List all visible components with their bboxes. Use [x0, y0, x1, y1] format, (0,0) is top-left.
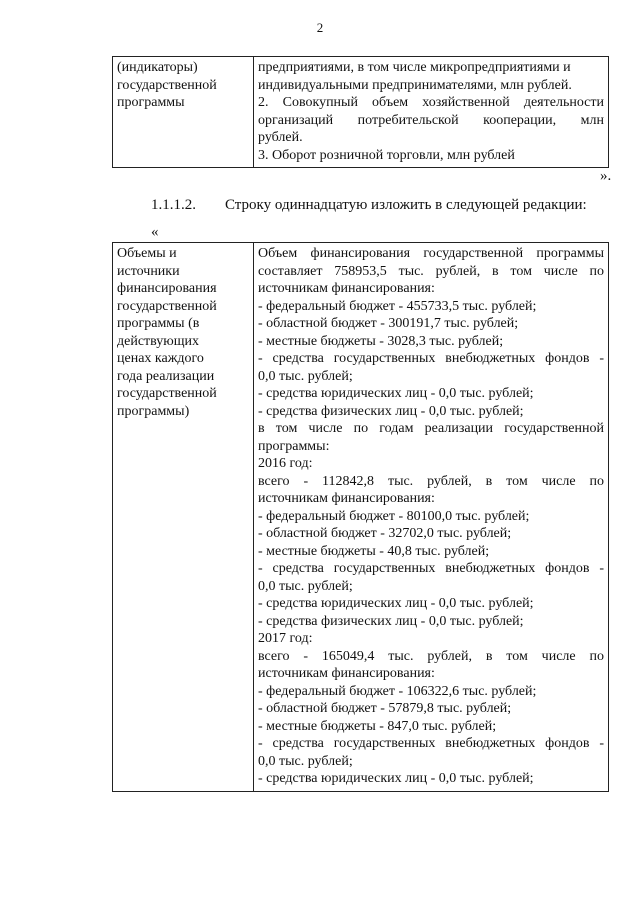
instruction-number: 1.1.1.2. [151, 197, 196, 213]
content-line: предприятиями, в том числе микропредприятиями и [258, 60, 571, 75]
table-row [113, 57, 609, 168]
content-line: - федеральный бюджет - 455733,5 тыс. рублей; [258, 298, 537, 314]
table-row [113, 243, 609, 792]
row-label-line: государственной [117, 77, 217, 93]
content-line: всего - 112842,8 тыс. рублей, в том числе по [258, 473, 604, 489]
opening-quote: « [151, 224, 159, 240]
content-line: индивидуальными предпринимателями, млн рублей. [258, 77, 572, 93]
row-label-line: финансирования [117, 281, 217, 296]
content-line: - областной бюджет - 32702,0 тыс. рублей; [258, 526, 512, 541]
row-label-line: программы (в [117, 316, 200, 331]
content-line: 2016 год: [258, 456, 313, 471]
content-line: - областной бюджет - 300191,7 тыс. рублей; [258, 316, 519, 331]
row-content-cell [254, 57, 609, 168]
content-line: - средства государственных внебюджетных фондов - [258, 351, 604, 366]
content-line: - федеральный бюджет - 80100,0 тыс. рублей; [258, 508, 530, 524]
row-label-line: (индикаторы) [117, 60, 198, 75]
financing-table [112, 242, 609, 792]
content-line: организаций потребительской кооперации, млн [258, 112, 604, 128]
content-line: - местные бюджеты - 40,8 тыс. рублей; [258, 543, 490, 559]
content-line: - средства государственных внебюджетных фондов - [258, 561, 604, 576]
content-line: 0,0 тыс. рублей; [258, 753, 353, 769]
content-line: в том числе по годам реализации государственной [258, 421, 604, 436]
content-line: 2017 год: [258, 631, 313, 646]
content-line: - средства юридических лиц - 0,0 тыс. рублей; [258, 386, 534, 401]
page-number: 2 [316, 20, 324, 35]
row-label-line: Объемы и [117, 246, 177, 261]
row-label-line: действующих [117, 333, 200, 349]
content-line: всего - 165049,4 тыс. рублей, в том числе по [258, 648, 604, 664]
content-line: источникам финансирования: [258, 666, 435, 681]
closing-quote: ». [600, 168, 612, 184]
instruction-text: Строку одиннадцатую изложить в следующей редакции: [225, 197, 587, 213]
content-line: 2. Совокупный объем хозяйственной деятельности [258, 95, 604, 110]
content-line: составляет 758953,5 тыс. рублей, в том числе по [258, 263, 604, 279]
content-line: - средства юридических лиц - 0,0 тыс. рублей; [258, 596, 534, 611]
content-line: - средства физических лиц - 0,0 тыс. рублей; [258, 403, 524, 419]
row-label-cell [113, 243, 254, 792]
content-line: - местные бюджеты - 847,0 тыс. рублей; [258, 718, 497, 734]
content-line: источникам финансирования: [258, 491, 435, 506]
indicators-table-fragment [112, 56, 609, 168]
content-line: 0,0 тыс. рублей; [258, 368, 353, 384]
content-line: - средства физических лиц - 0,0 тыс. рублей; [258, 613, 524, 629]
content-line: - областной бюджет - 57879,8 тыс. рублей; [258, 701, 512, 716]
content-line: - средства юридических лиц - 0,0 тыс. рублей; [258, 771, 534, 786]
content-line: источникам финансирования: [258, 281, 435, 296]
row-label-line: государственной [117, 298, 217, 314]
row-label-line: года реализации [117, 368, 215, 384]
row-label-line: ценах каждого [117, 351, 204, 366]
row-label-line: государственной [117, 386, 217, 401]
row-label-cell [113, 57, 254, 168]
content-line: - средства государственных внебюджетных фондов - [258, 736, 604, 751]
instruction-paragraph [151, 197, 587, 214]
content-line: рублей. [258, 130, 303, 145]
content-line: - федеральный бюджет - 106322,6 тыс. рублей; [258, 683, 537, 699]
row-label-line: программы) [117, 403, 190, 419]
content-line: программы: [258, 438, 330, 454]
content-line: - местные бюджеты - 3028,3 тыс. рублей; [258, 333, 504, 349]
content-line: 0,0 тыс. рублей; [258, 578, 353, 594]
content-line: 3. Оборот розничной торговли, млн рублей [258, 147, 515, 163]
row-label-line: источники [117, 263, 180, 279]
row-label-line: программы [117, 95, 185, 110]
row-content-cell [254, 243, 609, 792]
content-line: Объем финансирования государственной программы [258, 246, 604, 261]
